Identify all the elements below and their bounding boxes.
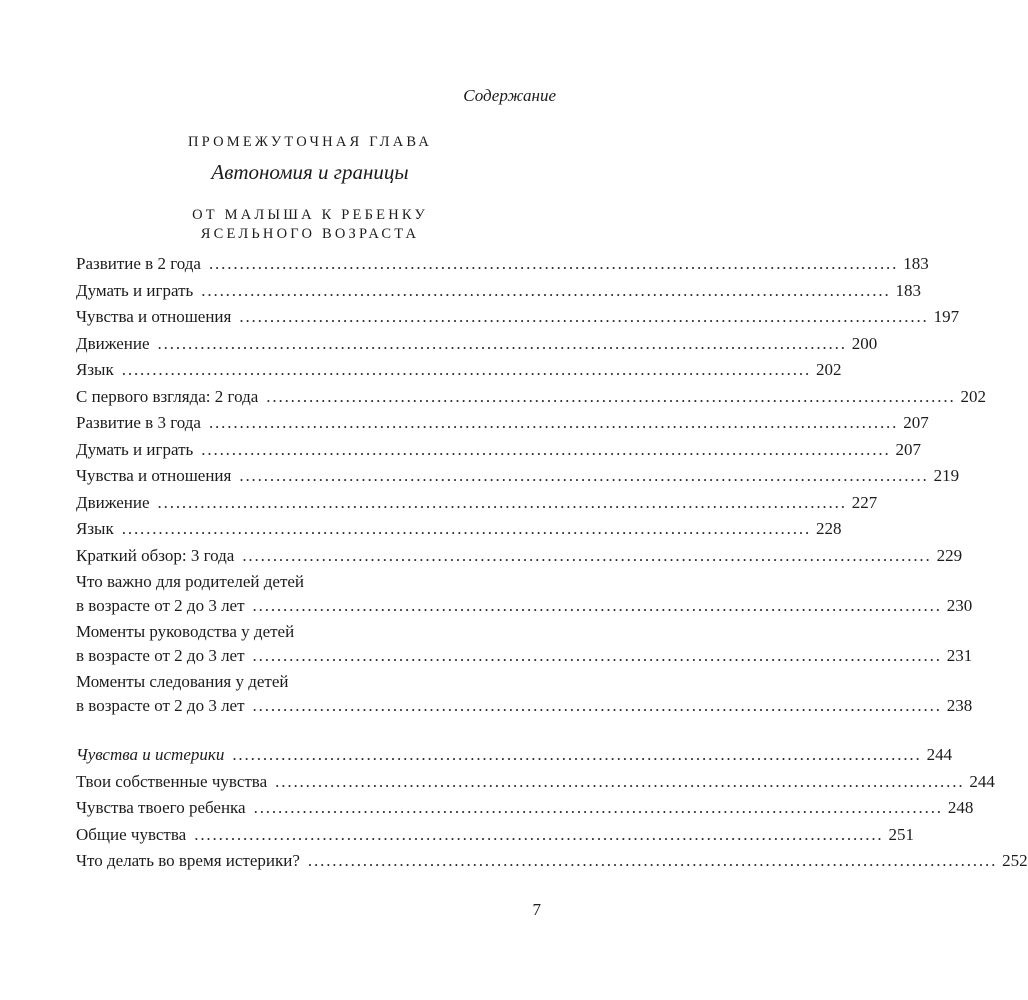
toc-entry[interactable] <box>76 464 960 491</box>
toc-entry-title-line-2: в возрасте от 2 до 3 лет <box>76 595 245 615</box>
toc-entry-title-line-1: Что важно для родителей детей <box>76 572 305 591</box>
dot-leader <box>122 517 808 541</box>
toc-entry-page: 227 <box>851 492 878 512</box>
toc-entry-page: 219 <box>933 466 960 485</box>
toc-entry-page: 197 <box>933 307 960 326</box>
toc-entry-page: 207 <box>903 413 929 432</box>
toc-entry-page: 230 <box>946 595 973 615</box>
toc-entry-title: Думать и играть <box>76 280 194 300</box>
toc-entry-title-line-1: Моменты руководства у детей <box>76 622 295 641</box>
toc-entry[interactable] <box>76 796 974 823</box>
toc-entry-multiline <box>76 570 972 617</box>
toc-entry[interactable] <box>76 411 929 438</box>
toc-entry[interactable] <box>76 743 953 770</box>
dot-leader <box>275 770 961 794</box>
toc-entry-page: 251 <box>888 824 914 844</box>
toc-entry-last-line <box>76 644 972 668</box>
toc-entry-multiline <box>76 670 972 717</box>
toc-entry-title-line-2: в возрасте от 2 до 3 лет <box>76 645 245 665</box>
toc-entry-title: Краткий обзор: 3 года <box>76 545 235 565</box>
toc-entry-title-line-2: в возрасте от 2 до 3 лет <box>76 695 245 715</box>
page-number: 7 <box>532 900 541 919</box>
toc-entry-title: Язык <box>76 519 114 538</box>
toc-entry-title: Общие чувства <box>76 824 187 844</box>
toc-entry-page: 238 <box>946 695 973 715</box>
toc-entry-title: Развитие в 3 года <box>76 413 201 432</box>
toc-entry[interactable] <box>76 517 842 544</box>
toc-entry[interactable] <box>76 438 922 465</box>
chapter-title: Автономия и границы <box>211 160 409 184</box>
toc-entry-title: Чувства и отношения <box>76 466 232 485</box>
dot-leader <box>201 438 887 462</box>
chapter-label: ПРОМЕЖУТОЧНАЯ ГЛАВА <box>187 134 433 150</box>
toc-entry-title: С первого взгляда: 2 года <box>76 386 259 406</box>
toc-entry[interactable] <box>76 544 963 571</box>
toc-entry-page: 200 <box>851 333 878 353</box>
toc-entry-page: 183 <box>903 254 929 273</box>
section-heading <box>0 206 620 244</box>
toc-entry[interactable] <box>76 570 973 620</box>
toc-entry-title: Развитие в 2 года <box>76 254 201 273</box>
toc-entry-title: Думать и играть <box>76 439 194 459</box>
toc-entry[interactable] <box>76 770 995 797</box>
toc-entry-title: Чувства твоего ребенка <box>76 798 246 817</box>
dot-leader <box>209 411 895 435</box>
toc-entry[interactable] <box>76 279 922 306</box>
toc-entry[interactable] <box>76 358 842 385</box>
toc-entry-page: 252 <box>1002 851 1028 870</box>
dot-leader <box>253 644 939 668</box>
dot-leader <box>253 594 939 618</box>
toc-entry-last-line <box>76 594 972 618</box>
toc-entry-title-line-1: Моменты следования у детей <box>76 672 289 691</box>
dot-leader <box>201 279 887 303</box>
dot-leader <box>158 332 844 356</box>
toc-entry[interactable] <box>76 332 878 359</box>
dot-leader <box>194 823 880 847</box>
dot-leader <box>158 491 844 515</box>
toc-entry-last-line <box>76 694 972 718</box>
table-of-contents <box>76 252 1028 876</box>
dot-leader <box>266 385 952 409</box>
toc-entry-page: 202 <box>816 360 842 379</box>
toc-entry-page: 244 <box>926 745 953 764</box>
toc-entry[interactable] <box>76 670 973 720</box>
toc-entry-multiline <box>76 620 972 667</box>
toc-entry[interactable] <box>76 252 929 279</box>
toc-entry-page: 183 <box>895 280 922 300</box>
toc-entry[interactable] <box>76 620 973 670</box>
section-heading-line-1: ОТ МАЛЫША К РЕБЕНКУ <box>192 207 428 223</box>
dot-leader <box>239 305 925 329</box>
toc-entry[interactable] <box>76 491 878 518</box>
toc-entry-title: Твои собственные чувства <box>76 771 268 791</box>
dot-leader <box>122 358 808 382</box>
toc-entry[interactable] <box>76 385 987 412</box>
toc-entry-page: 244 <box>969 771 995 791</box>
toc-entry-title: Язык <box>76 360 114 379</box>
toc-entry-page: 202 <box>960 386 987 406</box>
dot-leader <box>254 796 940 820</box>
toc-entry-page: 228 <box>816 519 842 538</box>
dot-leader <box>242 544 928 568</box>
toc-entry-page: 231 <box>946 645 973 665</box>
toc-entry-title: Движение <box>76 492 150 512</box>
dot-leader <box>253 694 939 718</box>
toc-entry-title: Чувства и истерики <box>76 745 225 764</box>
running-head: Содержание <box>463 86 556 105</box>
toc-entry-page: 229 <box>936 545 963 565</box>
dot-leader <box>308 849 994 873</box>
section-heading-line-2: ЯСЕЛЬНОГО ВОЗРАСТА <box>200 226 420 242</box>
toc-entry-page: 207 <box>895 439 922 459</box>
toc-entry[interactable] <box>76 305 960 332</box>
dot-leader <box>209 252 895 276</box>
toc-entry[interactable] <box>76 849 1028 876</box>
toc-entry-title: Что делать во время истерики? <box>76 851 300 870</box>
toc-entry-page: 248 <box>947 798 974 817</box>
dot-leader <box>239 464 925 488</box>
toc-entry-title: Чувства и отношения <box>76 307 232 326</box>
toc-entry[interactable] <box>76 823 914 850</box>
dot-leader <box>232 743 918 767</box>
toc-entry-title: Движение <box>76 333 150 353</box>
